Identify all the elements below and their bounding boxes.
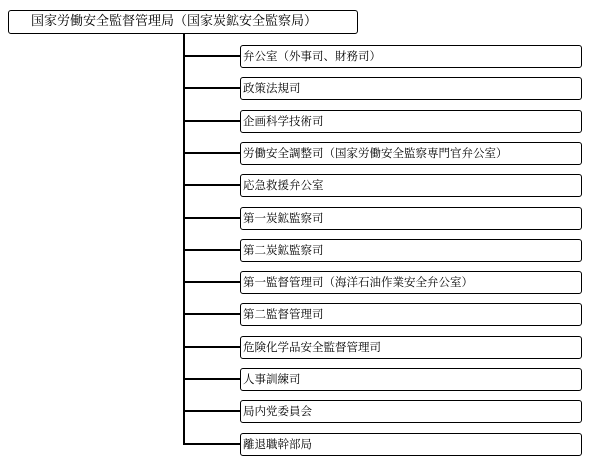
root-organization-box <box>8 10 358 34</box>
branch-connector-line <box>185 217 240 219</box>
branch-connector-line <box>185 87 240 89</box>
department-label: 第一炭鉱監察司 <box>243 211 324 225</box>
department-label: 企画科学技術司 <box>243 114 324 128</box>
department-label: 弁公室（外事司、財務司） <box>243 49 381 63</box>
branch-connector-line <box>185 346 240 348</box>
department-box <box>240 400 582 423</box>
department-label: 危険化学品安全監督管理司 <box>243 340 381 354</box>
branch-connector-line <box>185 378 240 380</box>
department-box <box>240 303 582 326</box>
department-box <box>240 174 582 197</box>
department-label: 人事訓練司 <box>243 372 301 386</box>
department-label: 第一監督管理司（海洋石油作業安全弁公室） <box>243 275 473 289</box>
branch-connector-line <box>185 55 240 57</box>
department-box <box>240 271 582 294</box>
department-label: 第二炭鉱監察司 <box>243 243 324 257</box>
trunk-connector-line <box>183 34 185 445</box>
branch-connector-line <box>185 120 240 122</box>
department-box <box>240 336 582 359</box>
department-box <box>240 45 582 68</box>
department-label: 離退職幹部局 <box>243 437 312 451</box>
department-box <box>240 77 582 100</box>
branch-connector-line <box>185 443 240 445</box>
department-box <box>240 110 582 133</box>
department-box <box>240 368 582 391</box>
branch-connector-line <box>185 410 240 412</box>
department-label: 第二監督管理司 <box>243 307 324 321</box>
department-label: 局内党委員会 <box>243 404 312 418</box>
department-box <box>240 142 582 165</box>
department-label: 応急救援弁公室 <box>243 178 324 192</box>
department-box <box>240 239 582 262</box>
branch-connector-line <box>185 281 240 283</box>
branch-connector-line <box>185 152 240 154</box>
department-label: 労働安全調整司（国家労働安全監察専門官弁公室） <box>243 146 508 160</box>
department-label: 政策法規司 <box>243 81 301 95</box>
department-box <box>240 433 582 456</box>
root-organization-label: 国家労働安全監督管理局（国家炭鉱安全監察局） <box>31 14 318 29</box>
branch-connector-line <box>185 184 240 186</box>
branch-connector-line <box>185 313 240 315</box>
branch-connector-line <box>185 249 240 251</box>
department-box <box>240 207 582 230</box>
